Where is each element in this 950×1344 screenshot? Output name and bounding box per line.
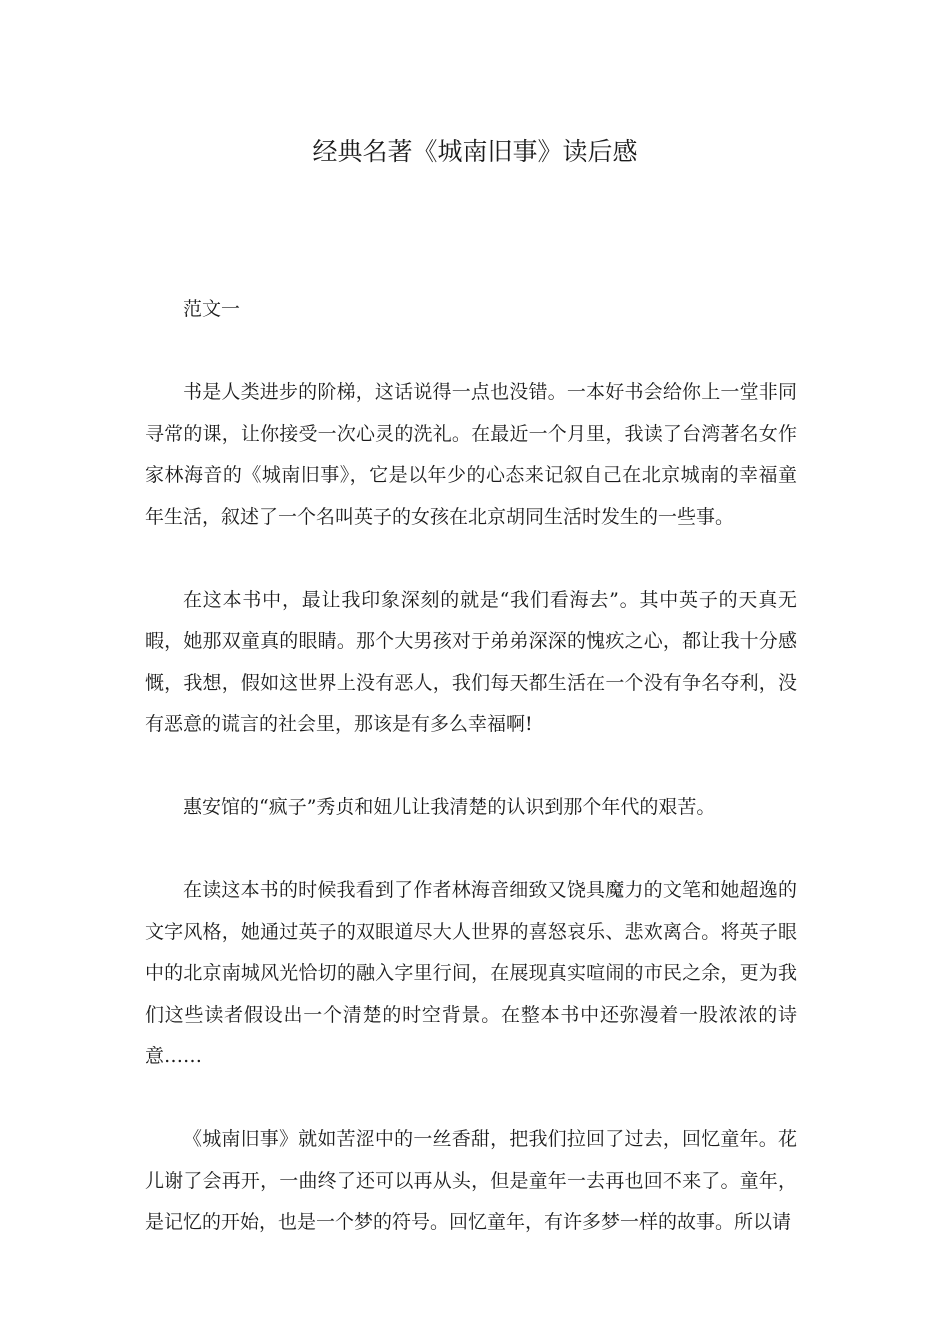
paragraph-4: 在读这本书的时候我看到了作者林海音细致又饶具魔力的文笔和她超逸的文字风格，她通过英子的双眼道尽大人世界的喜怒哀乐、悲欢离合。将英子眼中的北京南城风光恰切的融入字里行间，在展现真实喧闹的市民之余，更为我们这些读者假设出一个清楚的时空背景。在整本书中还弥漫着一股浓浓的诗意…… [145, 879, 797, 1067]
paragraph-spacer [145, 829, 797, 871]
paragraph-spacer [145, 746, 797, 788]
document-body [145, 289, 797, 1244]
paragraph-2: 在这本书中，最让我印象深刻的就是“我们看海去”。其中英子的天真无暇，她那双童真的眼睛。那个大男孩对于弟弟深深的愧疚之心，都让我十分感慨，我想，假如这世界上没有恶人，我们每天都生活在一个没有争名夺利，没有恶意的谎言的社会里，那该是有多么幸福啊! [145, 588, 797, 735]
document-title: 经典名著《城南旧事》读后感 [312, 137, 638, 166]
paragraph-spacer [145, 331, 797, 373]
paragraph-spacer [145, 1078, 797, 1120]
paragraph-3: 惠安馆的“疯子”秀贞和妞儿让我清楚的认识到那个年代的艰苦。 [183, 796, 716, 818]
paragraph-spacer [145, 538, 797, 580]
paragraph-5: 《城南旧事》就如苦涩中的一丝香甜，把我们拉回了过去，回忆童年。花儿谢了会再开，一曲终了还可以再从头，但是童年一去再也回不来了。童年，是记忆的开始，也是一个梦的符号。回忆童年，有许多梦一样的故事。所以请 [145, 1128, 797, 1233]
section-label: 范文一 [183, 298, 241, 320]
paragraph-1: 书是人类进步的阶梯，这话说得一点也没错。一本好书会给你上一堂非同寻常的课，让你接受一次心灵的洗礼。在最近一个月里，我读了台湾著名女作家林海音的《城南旧事》，它是以年少的心态来记叙自己在北京城南的幸福童年生活，叙述了一个名叫英子的女孩在北京胡同生活时发生的一些事。 [145, 381, 797, 528]
